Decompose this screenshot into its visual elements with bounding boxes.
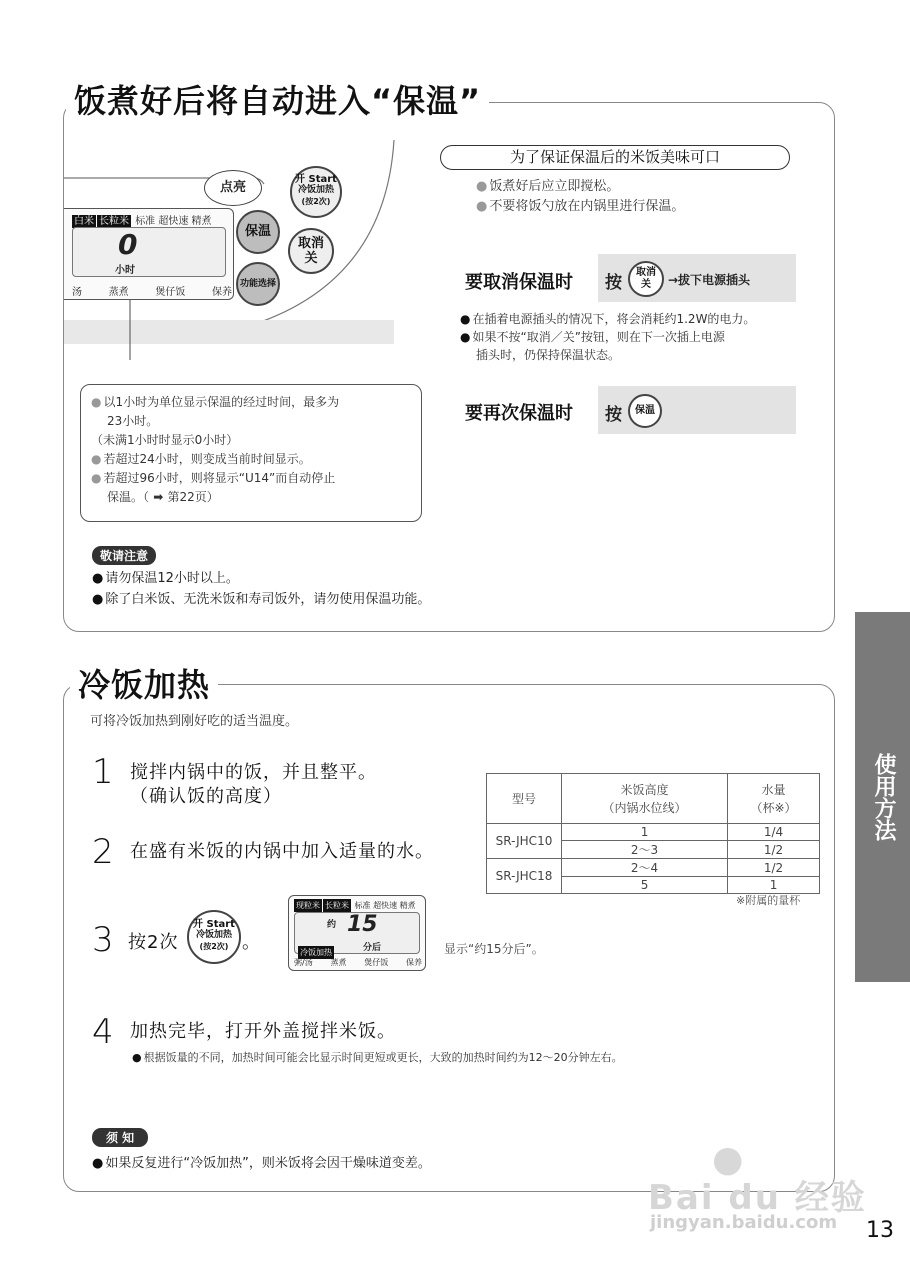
reheat-subtitle: 可将冷饭加热到刚好吃的适当温度。 (90, 714, 299, 729)
page-number: 13 (866, 1218, 894, 1243)
table-header-model: 型号 (487, 774, 562, 824)
step-3-end: 。 (242, 932, 261, 953)
keep-warm-button[interactable]: 保温 (236, 210, 280, 254)
lcd-mode-claypot: 煲仔饭 (364, 958, 389, 967)
table-water-cell: 1/4 (728, 824, 820, 841)
tag-long-rice: 长粒米 (99, 216, 129, 227)
lcd-hour-unit: 小时 (115, 265, 135, 276)
table-water-cell: 1 (728, 877, 820, 894)
rewarm-press-label: 按 (605, 405, 622, 425)
step-1-text: 搅拌内锅中的饭，并且整平。 (130, 762, 377, 783)
table-height-cell: 5 (562, 877, 728, 894)
start-reheat-step-button[interactable]: 开 Start 冷饭加热 (按2次) (187, 910, 241, 964)
step-3-text: 按2次 (128, 932, 179, 953)
keep-warm-title: 饭煮好后将自动进入“保温” (66, 76, 489, 122)
table-height-cell: 1 (562, 824, 728, 841)
rewarm-heading: 要再次保温时 (465, 403, 573, 424)
caution-badge: 敬请注意 (92, 546, 156, 565)
mode-claypot: 煲仔饭 (155, 287, 186, 298)
mode-steam: 蒸煮 (108, 287, 129, 298)
lcd-min-unit: 分后 (363, 943, 382, 953)
table-footnote: ※附属的量杯 (736, 894, 801, 907)
lcd-caption: 显示“约15分后”。 (444, 942, 544, 956)
table-header-water: 水量 （杯※） (728, 774, 820, 824)
cancel-heading: 要取消保温时 (465, 272, 573, 293)
reheat-lcd-screen (294, 912, 420, 957)
lcd-mode-list: 标准 超快速 精煮 (135, 216, 212, 227)
start-reheat-button[interactable]: 开 Start 冷饭加热 (按2次) (290, 166, 342, 218)
elapsed-time-info-box: ● 以1小时为单位显示保温的经过时间，最多为 23小时。 （未满1小时时显示0小时） ● 若超过24小时，则变成当前时间显示。 ● 若超过96小时，则将显示“U14”而自动停止 保温。（ ➡ 第22页） (80, 384, 422, 522)
table-water-cell: 1/2 (728, 841, 820, 859)
step-1-number: 1 (92, 752, 114, 792)
lcd-tag-1: 现粒米 (296, 901, 320, 910)
chapter-tab-label: 使用方法 (871, 753, 896, 841)
tips-list: ● 饭煮好后应立即搅松。 ● 不要将饭勺放在内锅里进行保温。 (476, 179, 685, 214)
lcd-tag-2: 长粒米 (325, 901, 349, 910)
cancel-off-button[interactable]: 取消 关 (288, 228, 334, 274)
lcd-reheat-tag: 冷饭加热 (300, 948, 332, 957)
notice-badge: 须 知 (92, 1128, 148, 1147)
table-header-height: 米饭高度 （内锅水位线） (562, 774, 728, 824)
control-panel-lcd (64, 208, 234, 300)
keep-warm-small-button[interactable]: 保温 (628, 394, 662, 428)
table-height-cell: 2～4 (562, 859, 728, 877)
step-2-text: 在盛有米饭的内锅中加入适量的水。 (130, 841, 434, 862)
cancel-notes: ● 在插着电源插头的情况下，将会消耗约1.2W的电力。 ● 如果不按“取消／关”按钮，则在下一次插上电源 插头时，仍保持保温状态。 (460, 312, 756, 362)
caution-lines: ● 请勿保温12小时以上。 ● 除了白米饭、无洗米饭和寿司饭外，请勿使用保温功能。 (92, 571, 431, 607)
light-up-callout: 点亮 (204, 170, 262, 206)
mode-soup: 汤 (72, 287, 82, 298)
step-4-text: 加热完毕，打开外盖搅拌米饭。 (130, 1021, 396, 1042)
cancel-press-label: 按 (605, 273, 622, 293)
cancel-off-small-button[interactable]: 取消 关 (628, 261, 664, 297)
table-water-cell: 1/2 (728, 859, 820, 877)
lcd-approx: 约 (327, 920, 337, 930)
chapter-tab-usage (855, 612, 910, 982)
table-model-jhc18: SR-JHC18 (487, 859, 562, 894)
table-model-jhc10: SR-JHC10 (487, 824, 562, 859)
baidu-watermark-url: jingyan.baidu.com (650, 1212, 838, 1233)
step-1-note: （确认饭的高度） (130, 786, 282, 807)
unplug-instruction: →拔下电源插头 (668, 273, 751, 287)
lcd-mode-steam: 蒸煮 (330, 958, 347, 967)
lcd-mode-care: 保养 (406, 958, 422, 967)
step-2-number: 2 (92, 832, 114, 872)
lcd-mode-porridge: 粥/汤 (294, 958, 313, 967)
tag-white-rice: 白米 (74, 216, 94, 227)
table-height-cell: 2～3 (562, 841, 728, 859)
function-select-button[interactable]: 功能选择 (236, 262, 280, 306)
lcd-modes: 标准 超快速 精煮 (354, 901, 416, 910)
step-3-number: 3 (92, 920, 114, 960)
step-4-note: ● 根据饭量的不同，加热时间可能会比显示时间更短或更长，大致的加热时间约为12～20分钟左右。 (132, 1051, 623, 1064)
baidu-paw-icon: ● (712, 1139, 744, 1180)
tips-heading: 为了保证保温后的米饭美味可口 (440, 145, 790, 170)
step-4-number: 4 (92, 1012, 114, 1052)
arrow-right-icon: ➡ (149, 490, 168, 504)
water-amount-table (486, 773, 820, 894)
reheat-title: 冷饭加热 (70, 660, 218, 706)
notice-line: ● 如果反复进行“冷饭加热”，则米饭将会因干燥味道变差。 (92, 1156, 431, 1171)
baidu-watermark: Bai du 经验 (648, 1178, 867, 1218)
lcd-hour-digit: 0 (118, 228, 138, 261)
reheat-lcd (288, 895, 426, 971)
mode-care: 保养 (211, 287, 232, 298)
lcd-minutes-digits: 15 (347, 912, 378, 937)
lcd-screen (72, 227, 226, 277)
